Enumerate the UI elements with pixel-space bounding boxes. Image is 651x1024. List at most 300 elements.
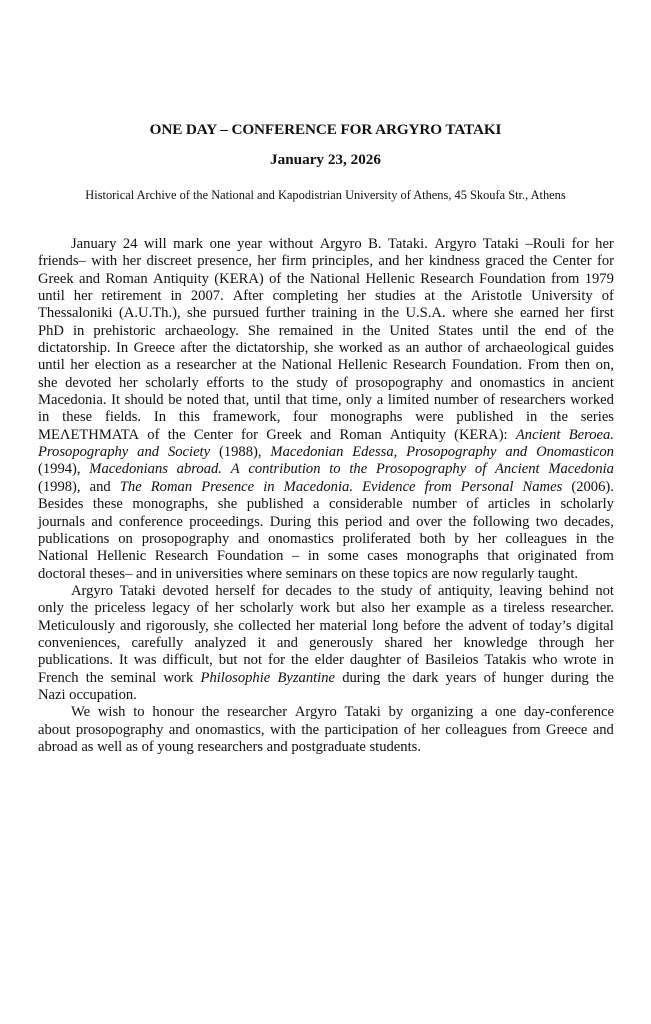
text-line (38, 704, 614, 721)
word: of (601, 288, 614, 305)
word: series (580, 409, 614, 426)
word: of (147, 426, 160, 443)
word: in (552, 374, 565, 391)
word: daughter (349, 652, 401, 669)
word: for (267, 652, 285, 669)
word: monographs, (132, 496, 209, 513)
word: as (125, 738, 138, 755)
word: articles (487, 496, 531, 513)
italic-word: Prosopography (406, 444, 497, 461)
word: her (73, 288, 93, 305)
word: long (372, 617, 399, 634)
paragraph (38, 704, 614, 756)
word: some (327, 548, 359, 565)
word: Foundation. (451, 357, 522, 374)
word: earned (519, 305, 559, 322)
word: first (590, 305, 614, 322)
word: Argyro (71, 582, 113, 599)
word: that (487, 548, 510, 565)
word: for (571, 236, 589, 252)
word: leaving (499, 582, 543, 599)
text-line (38, 722, 614, 739)
word: topics (393, 565, 428, 582)
word: for (240, 426, 258, 443)
word: she (38, 374, 58, 391)
word: (1994), (38, 461, 81, 478)
text-line (38, 444, 614, 461)
word: during (342, 669, 381, 686)
word: (1988), (218, 444, 262, 461)
word: prosopography (75, 721, 164, 738)
word: but (218, 652, 238, 669)
text-line (38, 600, 614, 617)
word: Argyro (294, 704, 337, 721)
text-line (38, 288, 614, 305)
word: and (388, 513, 410, 530)
word: before (403, 617, 441, 634)
text-line (38, 496, 614, 513)
word: of (512, 617, 525, 634)
word: During (269, 513, 312, 530)
word: in (342, 322, 354, 339)
word: should (124, 392, 164, 409)
word: 1979 (584, 270, 614, 287)
word: tireless (503, 600, 545, 617)
page-title: ONE DAY – CONFERENCE FOR ARGYRO TATAKI (149, 121, 502, 138)
italic-word: Onomasticon (536, 444, 614, 461)
word: she (217, 496, 238, 513)
italic-word: Macedonia. (283, 478, 353, 495)
word: at (242, 357, 253, 374)
word: from (512, 721, 541, 738)
word: herself (215, 582, 256, 599)
word: antiquity, (438, 582, 493, 599)
word: her (433, 634, 453, 651)
word: a (164, 357, 171, 374)
text-line (38, 340, 614, 357)
word: occupation. (69, 686, 137, 703)
word: Greece (546, 721, 588, 738)
word: the (270, 374, 289, 391)
word: the (448, 513, 467, 530)
word: training (311, 305, 358, 322)
word: one (495, 704, 517, 721)
word: organizing (410, 704, 474, 721)
italic-word: Macedonia (548, 461, 614, 478)
italic-word: and (505, 444, 528, 461)
text-line (38, 236, 614, 253)
word: both (419, 530, 446, 547)
italic-word: Personal (460, 478, 514, 495)
word: January (71, 236, 117, 252)
word: monographs (406, 548, 479, 565)
word: carefully (131, 634, 184, 651)
text-line (38, 409, 614, 426)
word: and (168, 721, 190, 738)
word: publications. (38, 652, 113, 669)
text-line (38, 652, 614, 669)
word: and (135, 565, 158, 582)
word: onomastics (268, 530, 334, 547)
italic-word: A (230, 461, 240, 478)
word: considerable (328, 496, 403, 513)
word: Tatakis (484, 652, 527, 669)
text-line (38, 323, 614, 340)
word: limited (387, 392, 430, 409)
word: a (312, 496, 320, 513)
word: these (92, 496, 123, 513)
word: proceedings. (189, 513, 264, 530)
word: presence, (197, 253, 252, 270)
word: (KERA): (454, 426, 508, 443)
italic-word: abroad. (176, 461, 222, 478)
italic-word: Byzantine (277, 669, 336, 686)
word: the (387, 669, 406, 686)
word: Tataki (119, 582, 156, 599)
word: friends– (38, 253, 86, 270)
word: generously (309, 634, 374, 651)
word: behind (548, 582, 589, 599)
word: in (602, 652, 614, 669)
word: was (133, 652, 157, 669)
word: that, (223, 392, 250, 409)
word: a (376, 392, 384, 409)
word: (2006). (571, 478, 614, 495)
word: graced (485, 253, 525, 270)
event-date: January 23, 2026 (270, 151, 381, 168)
word: these (62, 409, 93, 426)
word: United (389, 322, 430, 339)
word: States (438, 322, 474, 339)
word: and (120, 617, 142, 634)
word: pursued (212, 305, 260, 322)
word: during (550, 669, 589, 686)
word: monographs (330, 409, 403, 426)
word: study (380, 582, 413, 599)
word: of (406, 652, 419, 669)
word: this (178, 409, 200, 426)
word: onomastics, (195, 721, 265, 738)
document-body (38, 236, 614, 756)
word: Foundation (479, 270, 546, 287)
word: from (585, 548, 614, 565)
text-line (38, 687, 614, 704)
word: are (431, 565, 450, 582)
word: in (575, 530, 588, 547)
word: framework, (212, 409, 281, 426)
word: rigorously, (146, 617, 209, 634)
word: as (81, 738, 94, 755)
word: abroad (38, 738, 78, 755)
word: published (456, 409, 514, 426)
word: collected (238, 617, 291, 634)
text-line (38, 514, 614, 531)
word: and (91, 513, 113, 530)
word: knowledge (463, 634, 528, 651)
word: Center (552, 253, 592, 270)
italic-word: of (474, 461, 487, 478)
word: remained (278, 322, 334, 339)
word: It (118, 652, 128, 669)
word: of (403, 721, 416, 738)
word: priceless (94, 600, 146, 617)
word: period (344, 513, 383, 530)
word: worked (570, 392, 614, 409)
word: publications (38, 530, 110, 547)
text-line (38, 548, 614, 565)
word: of (467, 340, 480, 357)
word: on (341, 565, 356, 582)
word: as (388, 340, 401, 357)
word: From (527, 357, 560, 374)
word: devoted (162, 582, 209, 599)
word: one (209, 236, 231, 252)
word: and (450, 374, 472, 391)
word: of (269, 270, 282, 287)
word: the (356, 582, 375, 599)
word: about (38, 721, 71, 738)
word: Research (392, 357, 447, 374)
word: she (494, 305, 514, 322)
word: guides (575, 340, 614, 357)
word: this (317, 513, 339, 530)
text-line (38, 583, 614, 600)
word: her (565, 305, 584, 322)
word: ancient (571, 374, 614, 391)
word: shared (384, 634, 423, 651)
word: Roman (339, 426, 382, 443)
word: study (296, 374, 329, 391)
word: theses– (89, 565, 133, 582)
word: Tataki (344, 704, 381, 721)
word: digital (576, 617, 614, 634)
word: kindness (428, 253, 480, 270)
word: After (232, 288, 264, 305)
word: she (213, 617, 234, 634)
word: following (472, 513, 530, 530)
word: Roman (105, 270, 148, 287)
word: with (91, 253, 118, 270)
text-line (38, 357, 614, 374)
text-line (38, 479, 614, 496)
word: the (290, 652, 309, 669)
word: now (452, 565, 479, 582)
word: and (592, 721, 614, 738)
italic-word: Philosophie (200, 669, 271, 686)
word: researcher (227, 704, 288, 721)
word: ΜΕΛΕΤΗΜΑΤΑ (38, 426, 140, 443)
word: only (38, 600, 64, 617)
word: where (452, 305, 488, 322)
word: legacy (151, 600, 191, 617)
word: her (404, 253, 424, 270)
italic-word: in (263, 478, 275, 495)
word: Hellenic (337, 357, 388, 374)
word: she (313, 340, 334, 357)
word: researcher. (551, 600, 614, 617)
word: until (38, 357, 65, 374)
word: mark (173, 236, 204, 252)
word: number (412, 496, 457, 513)
word: dark (412, 669, 439, 686)
text-line (38, 461, 614, 478)
word: she (187, 305, 207, 322)
word: but (336, 600, 355, 617)
word: on (118, 530, 133, 547)
word: elder (314, 652, 344, 669)
word: National (281, 357, 332, 374)
word: University (531, 288, 593, 305)
word: prosopography (355, 374, 444, 391)
word: doctoral (38, 565, 86, 582)
word: for (596, 253, 614, 270)
word: onomastics (479, 374, 546, 391)
word: today’s (529, 617, 572, 634)
word: the (70, 600, 89, 617)
word: Aristotle (470, 288, 523, 305)
word: (A.U.Th.), (119, 305, 181, 322)
word: dictatorship, (235, 340, 309, 357)
word: efforts (206, 374, 245, 391)
word: then (564, 357, 591, 374)
word: of (466, 496, 479, 513)
word: the (286, 270, 305, 287)
word: and (266, 738, 288, 755)
word: be (168, 392, 183, 409)
word: researchers (499, 392, 566, 409)
italic-word: Prosopography (38, 444, 129, 461)
word: researcher (176, 357, 237, 374)
word: completing (272, 288, 339, 305)
word: and (378, 253, 400, 270)
word: hunger (503, 669, 544, 686)
word: from (550, 270, 580, 287)
word: students. (369, 738, 421, 755)
word: conveniences, (38, 634, 121, 651)
word: her (215, 600, 234, 617)
word: election (94, 357, 141, 374)
word: principles, (311, 253, 374, 270)
word: worked (338, 340, 383, 357)
text-line (38, 531, 614, 548)
word: Meticulously (38, 617, 116, 634)
word: that (285, 392, 308, 409)
word: material (319, 617, 368, 634)
italic-word: The (119, 478, 142, 495)
word: Hellenic (96, 548, 147, 565)
text-line (38, 739, 614, 756)
text-line (38, 271, 614, 288)
word: to (251, 374, 264, 391)
word: Research (420, 270, 474, 287)
word: for (261, 582, 279, 599)
word: decades (285, 582, 332, 599)
word: seminars (285, 565, 338, 582)
word: her (257, 253, 276, 270)
text-line (38, 427, 614, 444)
word: through (538, 634, 585, 651)
word: these (359, 565, 390, 582)
word: without (268, 236, 314, 252)
paragraph (38, 236, 614, 583)
word: the (550, 409, 568, 426)
word: It (111, 392, 121, 409)
word: her (595, 634, 614, 651)
italic-word: from (424, 478, 452, 495)
word: her (391, 600, 410, 617)
word: Antiquity (152, 270, 209, 287)
word: scholarly (560, 496, 614, 513)
word: her (122, 253, 142, 270)
word: of (141, 738, 154, 755)
word: of (574, 322, 588, 339)
word: an (405, 340, 420, 357)
word: fields. (104, 409, 142, 426)
word: until (38, 288, 65, 305)
word: devoted (65, 374, 112, 391)
word: 2007. (190, 288, 224, 305)
word: work (163, 669, 194, 686)
word: journals (38, 513, 86, 530)
word: of (335, 374, 348, 391)
word: the (85, 669, 104, 686)
word: her (477, 530, 497, 547)
word: proliferated (342, 530, 411, 547)
word: of (196, 600, 209, 617)
word: not (243, 652, 263, 669)
word: of (483, 392, 496, 409)
word: She (247, 322, 270, 339)
word: the (596, 669, 614, 686)
text-line (38, 392, 614, 409)
word: advent (468, 617, 508, 634)
word: 24 (122, 236, 138, 252)
word: wish (97, 704, 126, 721)
word: – (291, 548, 300, 565)
word: the (167, 426, 186, 443)
italic-word: Evidence (362, 478, 416, 495)
word: in (38, 409, 50, 426)
word: Macedonia. (38, 392, 107, 409)
word: dictatorship. (38, 340, 111, 357)
word: participation (324, 721, 399, 738)
word: the (362, 322, 381, 339)
italic-word: to (329, 461, 341, 478)
event-venue: Historical Archive of the National and Kapodistrian University of Athens, 45 Skoufa Str., Athens (85, 188, 566, 202)
word: and (276, 634, 298, 651)
word: originated (517, 548, 577, 565)
word: after (180, 340, 208, 357)
word: young (157, 738, 194, 755)
word: two (535, 513, 558, 530)
italic-word: Presence (201, 478, 255, 495)
word: Research (154, 548, 209, 565)
word: studies (374, 288, 416, 305)
text-line (38, 635, 614, 652)
word: her (347, 288, 366, 305)
word: until (253, 392, 281, 409)
word: in (363, 305, 375, 322)
word: until (482, 322, 509, 339)
word: colleagues (445, 721, 507, 738)
word: difficult, (162, 652, 213, 669)
word: a (480, 704, 488, 721)
word: scholarly (240, 600, 294, 617)
word: regularly (481, 565, 535, 582)
word: (1998), (38, 478, 81, 495)
word: colleagues (505, 530, 567, 547)
italic-word: Ancient (515, 426, 561, 443)
